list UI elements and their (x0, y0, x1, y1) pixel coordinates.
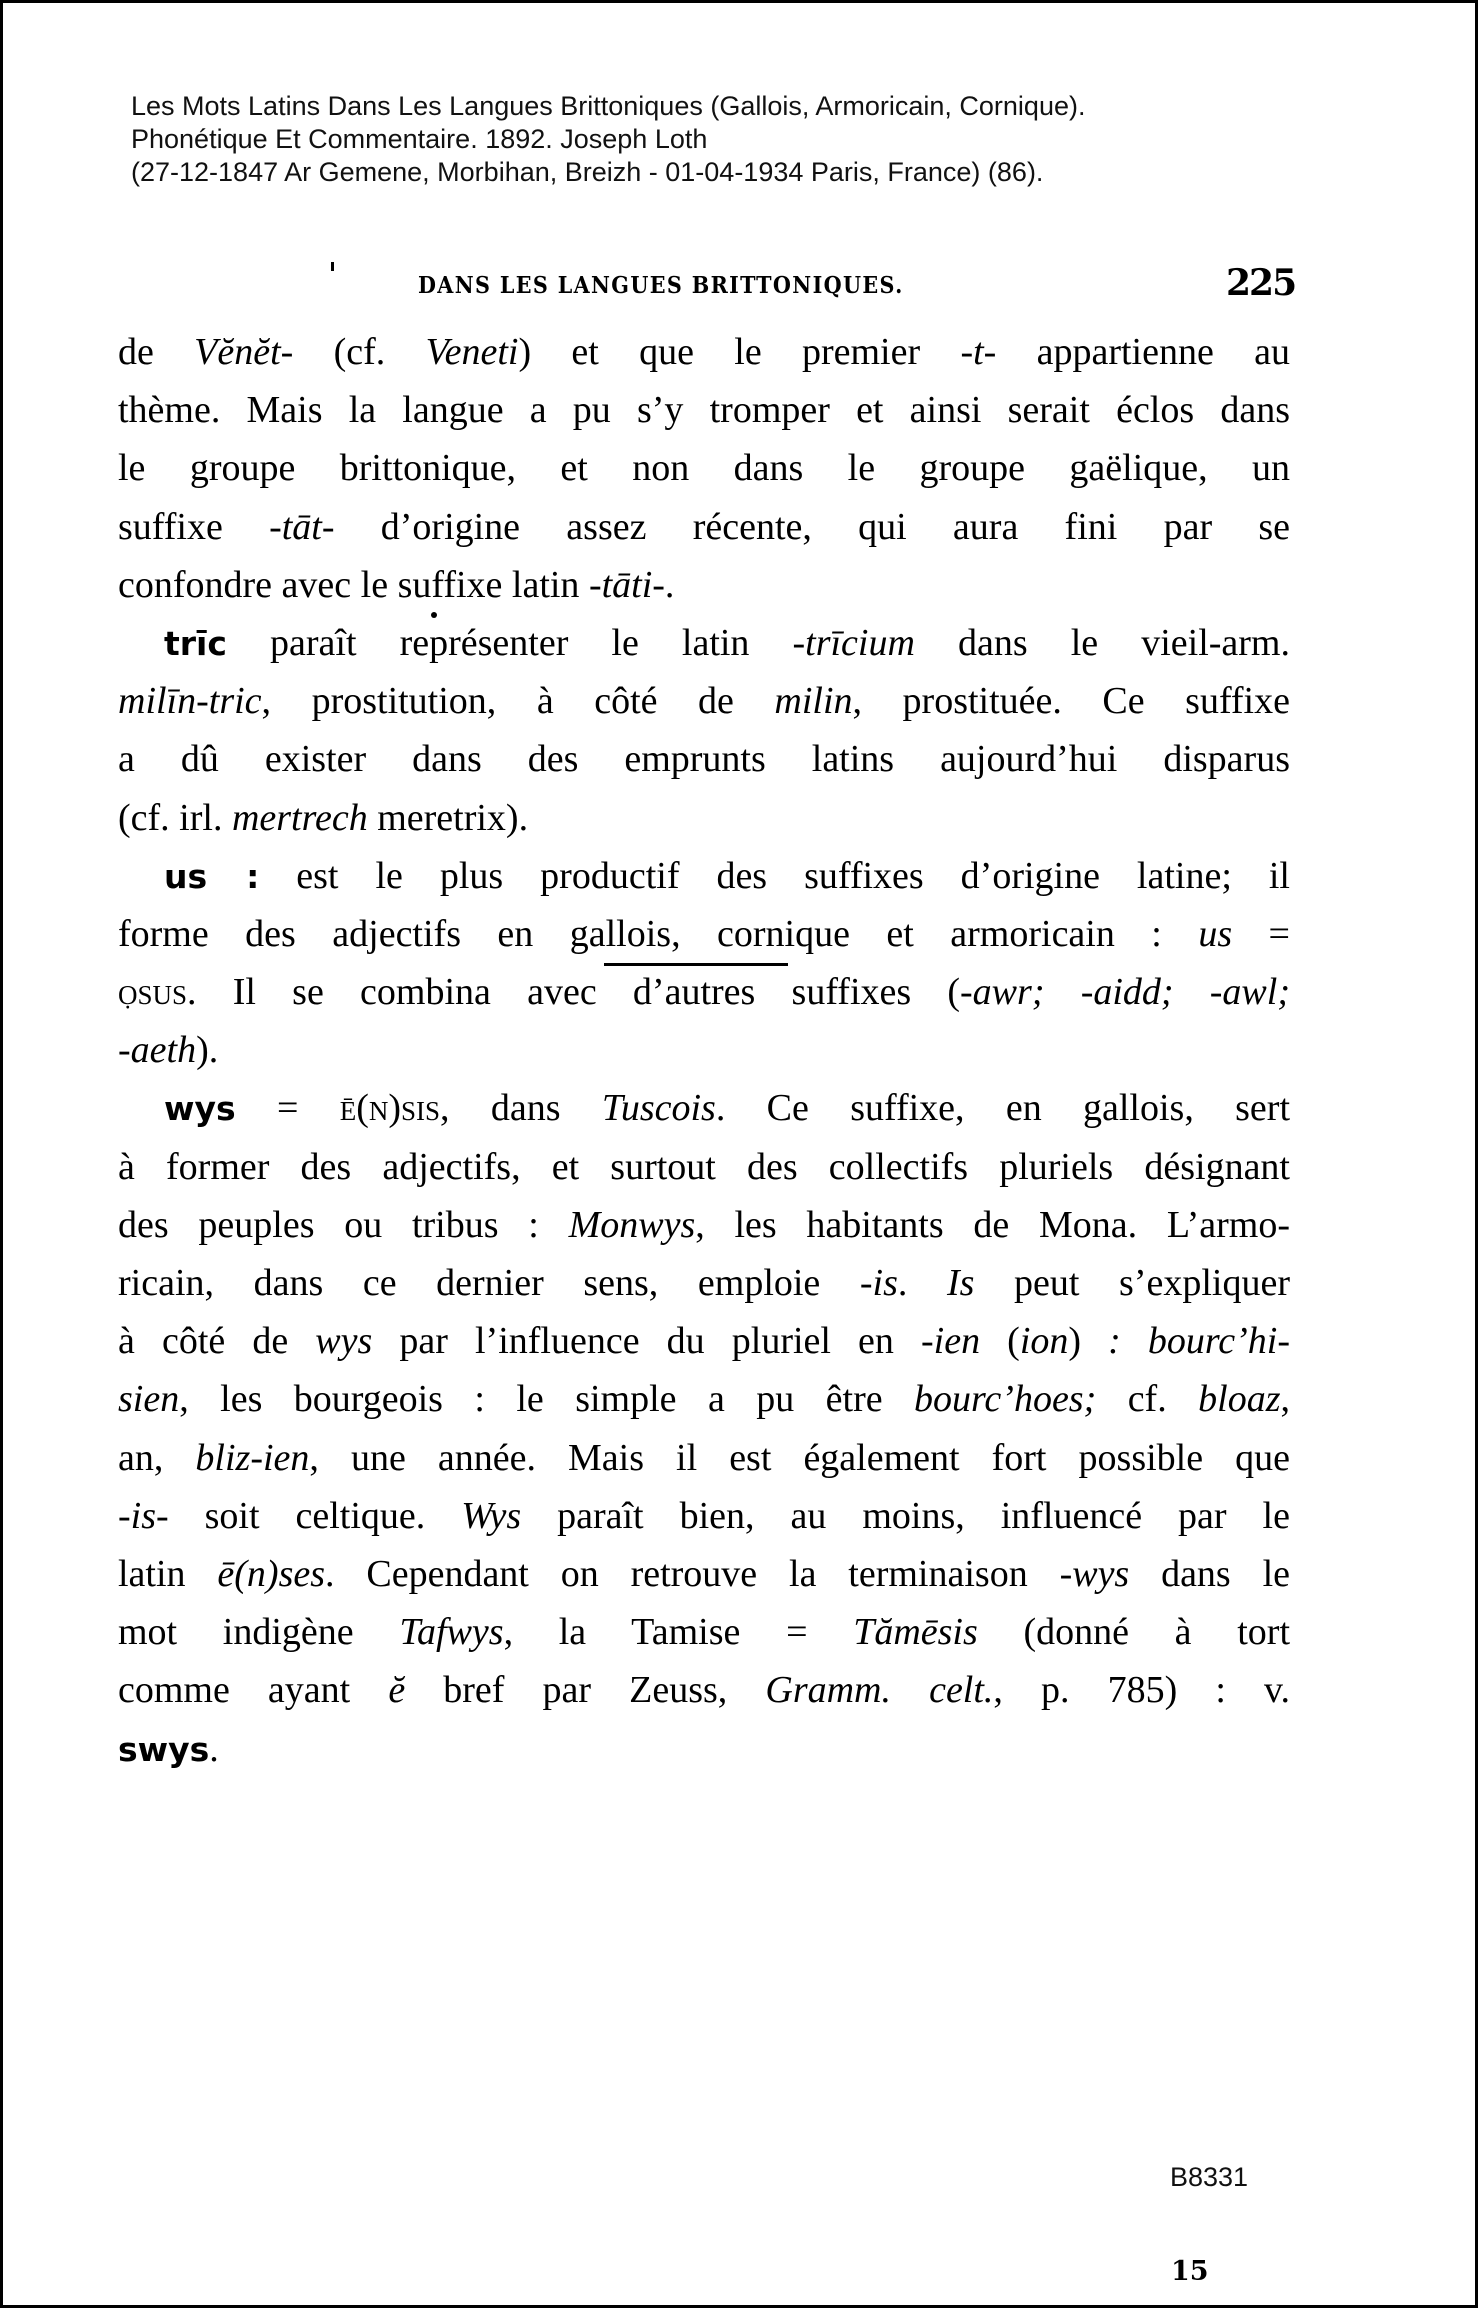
text-segment: par l’influence du pluriel en (372, 1320, 921, 1363)
italic-term: -awr; -aidd; -awl; (960, 971, 1290, 1014)
running-head: DANS LES LANGUES BRITTONIQUES. (418, 272, 904, 299)
text-line (118, 847, 1290, 905)
text-line (118, 1429, 1290, 1487)
text-segment: . Ce suffixe, en gallois, sert (715, 1087, 1291, 1130)
end-rule (604, 963, 788, 966)
text-segment: ( (980, 1320, 1020, 1363)
text-line (118, 1254, 1290, 1312)
entry-headword: swys (118, 1729, 210, 1769)
entry-headword: trīc (164, 623, 227, 663)
entry-headword: us : (164, 856, 260, 896)
italic-term: -aeth (118, 1029, 197, 1072)
text-segment: an, (118, 1436, 196, 1479)
text-line (118, 1545, 1290, 1603)
print-mark (331, 262, 334, 271)
text-segment: . Il se combina avec d’autres suffixes ( (187, 971, 961, 1014)
text-segment: . (897, 1262, 947, 1304)
italic-term: bourc’hoes; (914, 1378, 1097, 1421)
text-segment: (cf. (293, 331, 426, 373)
text-segment: , p. 785) : v. (993, 1669, 1290, 1712)
text-segment: = (235, 1087, 340, 1130)
signature-mark: 15 (1171, 2256, 1209, 2287)
text-segment: , prostituée. Ce suffixe (852, 680, 1290, 723)
text-segment: = (1232, 912, 1290, 955)
text-segment: le groupe brittonique, et non dans le groupe gaëlique, un (118, 447, 1290, 490)
text-line (118, 730, 1290, 788)
italic-term: Wys (461, 1494, 522, 1537)
text-segment: , prostitution, à côté de (261, 680, 775, 723)
text-segment: , les bourgeois : le simple a pu être (179, 1378, 915, 1421)
text-segment: paraît bien, au moins, influencé par le (521, 1494, 1290, 1537)
italic-term: Vĕnĕt- (194, 331, 294, 373)
italic-term: sien (118, 1378, 180, 1421)
italic-term: milin (774, 680, 853, 723)
text-segment: , les habitants de Mona. L’armo- (695, 1203, 1290, 1246)
text-line (118, 381, 1290, 439)
text-line (118, 1487, 1290, 1545)
italic-term: -tāt- (269, 505, 335, 548)
text-segment: , dans (440, 1087, 602, 1130)
italic-term: us (1198, 912, 1233, 955)
text-segment: (donné à tort (977, 1611, 1291, 1654)
italic-term: -is- (118, 1494, 169, 1537)
text-segment: appartienne au (996, 331, 1290, 373)
catalog-code: B8331 (1170, 2162, 1249, 2192)
text-line (118, 1312, 1290, 1370)
italic-term: -ien (921, 1320, 981, 1363)
page-number: 225 (1226, 262, 1296, 304)
text-segment: à côté de (118, 1320, 316, 1363)
text-segment: latin (118, 1552, 218, 1595)
italic-term: Is (946, 1262, 975, 1304)
italic-term: : bourc’hi- (1108, 1320, 1290, 1363)
text-line (118, 789, 1290, 847)
italic-term: Monwys (568, 1203, 696, 1246)
italic-term: ĕ (388, 1669, 406, 1712)
text-segment: . Cependant on retrouve la terminaison (325, 1552, 1060, 1595)
text-segment: ). (196, 1029, 219, 1072)
italic-term: wys (315, 1320, 373, 1363)
text-line (118, 905, 1290, 963)
text-line (118, 1370, 1290, 1428)
italic-term: milīn-tric (118, 680, 262, 723)
text-line (118, 498, 1290, 556)
text-segment: est le plus productif des suffixes d’origine latine; il (259, 854, 1290, 897)
italic-term: ē(n)ses (217, 1552, 326, 1595)
text-line (118, 439, 1290, 497)
text-segment: mot indigène (118, 1611, 400, 1654)
document-citation-header (131, 90, 1331, 189)
text-line (118, 1720, 1290, 1778)
italic-term: Tuscois (601, 1087, 716, 1130)
italic-term: Tămēsis (853, 1611, 978, 1654)
italic-term: bloaz (1198, 1378, 1281, 1421)
text-line (118, 1196, 1290, 1254)
print-speck (431, 612, 437, 618)
italic-term: Veneti (425, 331, 519, 373)
text-segment: ē(n)sis (339, 1087, 441, 1130)
italic-term: ion (1019, 1320, 1069, 1363)
text-segment: dans le vieil-arm. (914, 621, 1290, 664)
italic-term: -is (859, 1262, 898, 1304)
text-segment: soit celtique. (168, 1494, 462, 1537)
text-segment: comme ayant (118, 1669, 389, 1712)
text-segment: dans le (1129, 1552, 1290, 1595)
text-line (118, 614, 1290, 672)
citation-line-1: Les Mots Latins Dans Les Langues Brittoniques (Gallois, Armoricain, Cornique). (131, 91, 1086, 121)
text-segment: d’origine assez récente, qui aura fini par se (334, 505, 1290, 548)
italic-term: -trīcium (792, 621, 915, 664)
text-segment: , la Tamise = (503, 1611, 854, 1654)
italic-term: Gramm. celt. (765, 1669, 994, 1712)
text-line (118, 1138, 1290, 1196)
text-segment: cf. (1096, 1378, 1199, 1421)
entry-headword: wys (164, 1089, 236, 1129)
text-line (118, 1079, 1290, 1137)
text-segment: ọsus (118, 971, 188, 1014)
text-line (118, 1603, 1290, 1661)
text-line (118, 963, 1290, 1021)
body-text (118, 323, 1290, 1778)
text-segment: à former des adjectifs, et surtout des collectifs pluriels désignant (118, 1145, 1290, 1188)
text-line (118, 1021, 1290, 1079)
text-segment: de (118, 331, 195, 373)
text-segment: a dû exister dans des emprunts latins aujourd’hui disparus (118, 738, 1290, 781)
text-segment: (cf. irl. (118, 796, 232, 839)
citation-line-2: Phonétique Et Commentaire. 1892. Joseph Loth (131, 124, 708, 154)
text-line (118, 672, 1290, 730)
text-segment: . (209, 1727, 219, 1770)
text-segment: ricain, dans ce dernier sens, emploie (118, 1262, 860, 1304)
text-segment: des peuples ou tribus : (118, 1203, 569, 1246)
text-segment: , (1280, 1378, 1290, 1421)
text-segment: bref par Zeuss, (405, 1669, 766, 1712)
italic-term: bliz-ien (195, 1436, 310, 1479)
text-segment: forme des adjectifs en gallois, cornique et armoricain : (118, 912, 1199, 955)
text-line (118, 323, 1290, 381)
italic-term: mertrech (231, 796, 368, 839)
text-segment: paraît représenter le latin (226, 621, 793, 664)
italic-term: -tāti- (588, 563, 665, 606)
text-segment: thème. Mais la langue a pu s’y tromper et ainsi serait éclos dans (118, 389, 1290, 432)
text-segment: suffixe (118, 505, 270, 548)
italic-term: Tafwys (399, 1611, 504, 1654)
text-line (118, 556, 1290, 614)
italic-term: -wys (1059, 1552, 1130, 1595)
text-segment: confondre avec le suffixe latin (118, 563, 589, 606)
italic-term: -t- (960, 331, 997, 373)
text-line (118, 1661, 1290, 1719)
text-segment: ) et que le premier (518, 331, 961, 373)
text-segment: ) (1068, 1320, 1109, 1363)
text-segment: , une année. Mais il est également fort possible que (309, 1436, 1290, 1479)
citation-line-3: (27-12-1847 Ar Gemene, Morbihan, Breizh - 01-04-1934 Paris, France) (86). (131, 157, 1044, 187)
text-segment: peut s’expliquer (974, 1262, 1290, 1304)
text-segment: meretrix). (367, 796, 529, 839)
text-segment: . (664, 563, 675, 606)
